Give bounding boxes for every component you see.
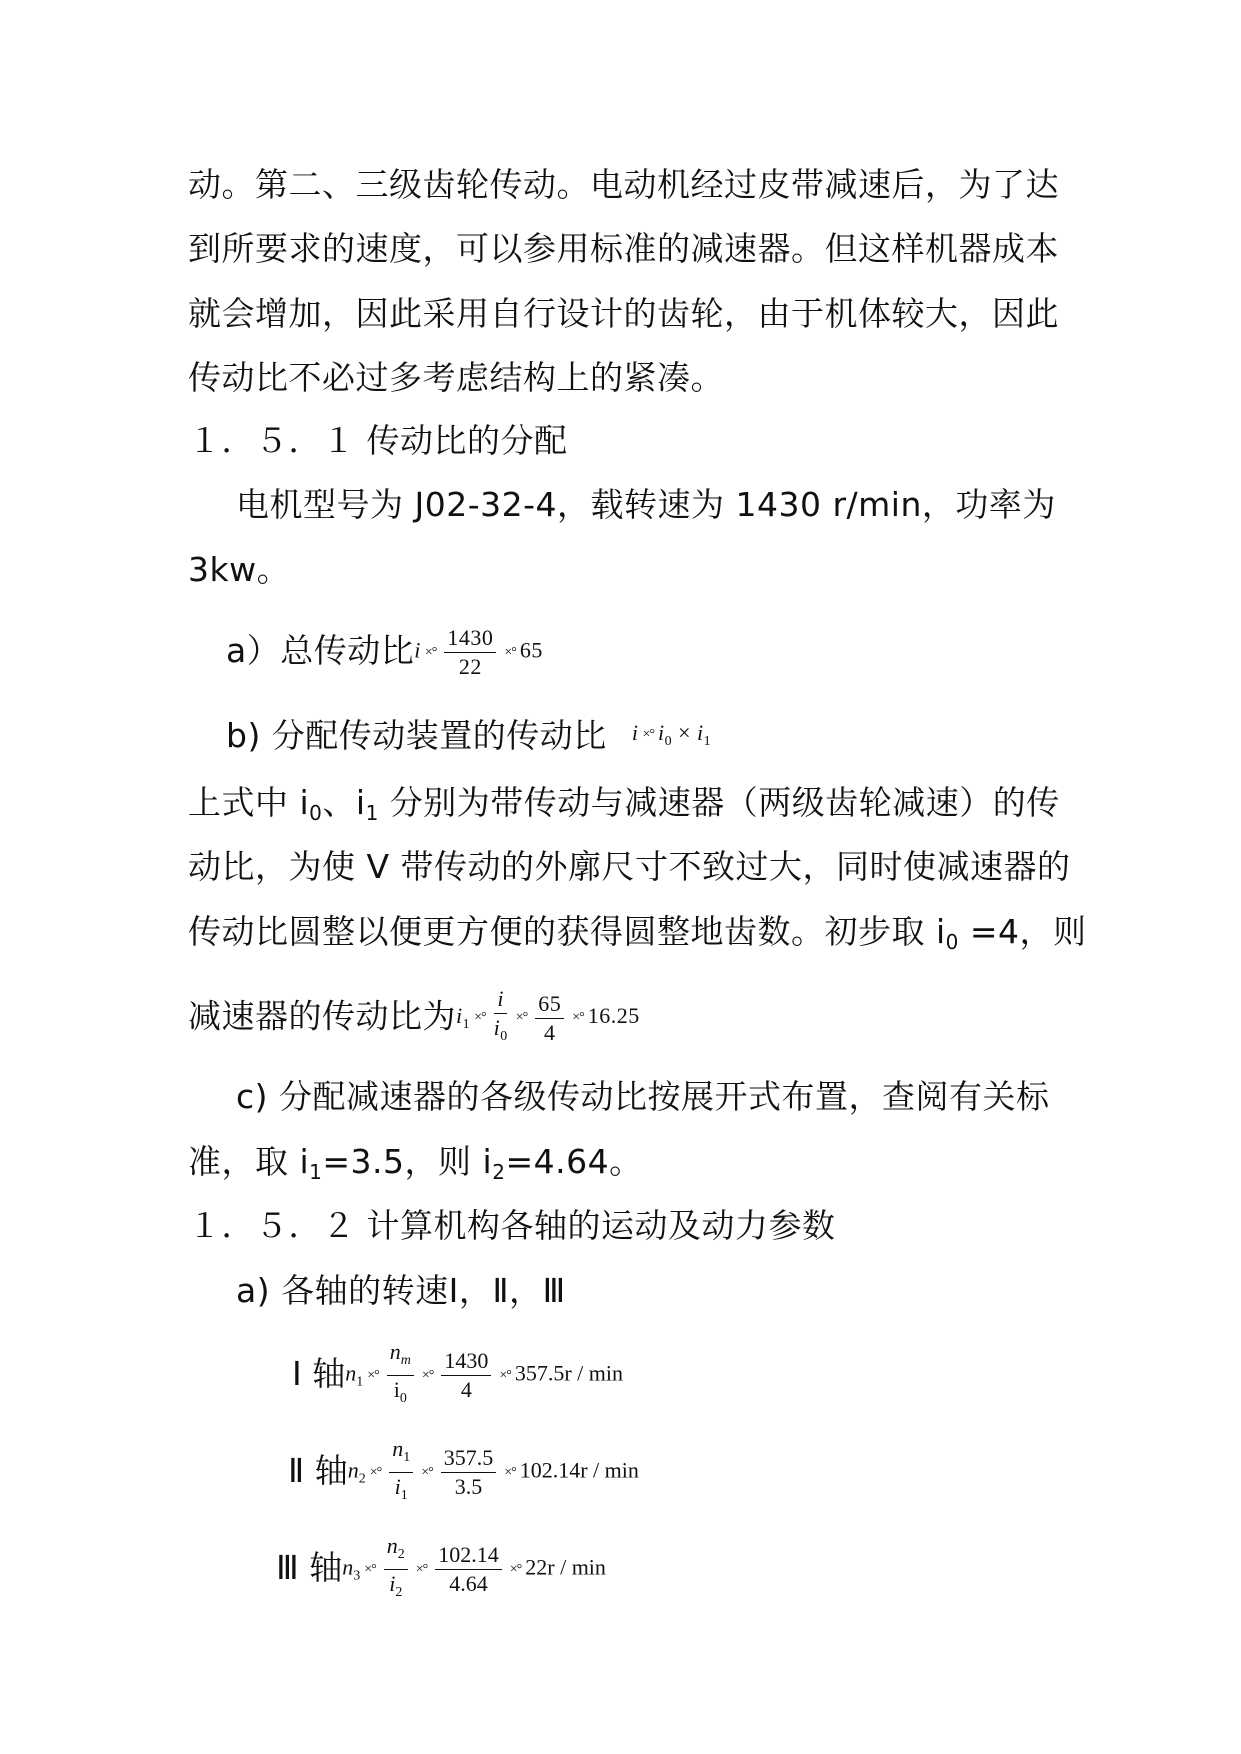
- fraction: $\frac{n_m}{i_0}$: [387, 1338, 414, 1413]
- shaft-2-row: Ⅱ 轴$n_2$ ×° $\frac{n_1}{i_1}$ ×° $\frac{357.5}{3.5}$ ×° 102.14r / min: [288, 1435, 639, 1510]
- motor-line-2: 3kw。: [188, 550, 291, 589]
- formula-reducer-ratio: $i_1$ ×° $\frac{i}{i_0}$ ×° $\frac{65}{4}$ ×° 16.25: [456, 985, 640, 1051]
- fraction: $\frac{357.5}{3.5}$: [441, 1444, 497, 1501]
- formula-ratio-product: i ×° $i_0 \times i_1$: [631, 720, 712, 749]
- paragraph-line: 就会增加，因此采用自行设计的齿轮，由于机体较大，因此: [188, 294, 1059, 333]
- formula-shaft-3-speed: $n_3$ ×° $\frac{n_2}{i_2}$ ×° $\frac{102.14}{4.64}$ ×° 22r / min: [342, 1532, 606, 1607]
- item-b-label: b) 分配传动装置的传动比: [226, 716, 607, 755]
- formula-total-ratio: i ×° $\frac{1430}{22}$ ×° 65: [414, 625, 543, 679]
- fraction: $\frac{i}{i_0}$: [493, 986, 508, 1044]
- formula-shaft-1-speed: $n_1$ ×° $\frac{n_m}{i_0}$ ×° $\frac{1430}{4}$ ×° 357.5r / min: [345, 1338, 623, 1413]
- shaft-3-row: Ⅲ 轴$n_3$ ×° $\frac{n_2}{i_2}$ ×° $\frac{102.14}{4.64}$ ×° 22r / min: [276, 1532, 606, 1607]
- item-speed-label: a) 各轴的转速Ⅰ，Ⅱ，Ⅲ: [236, 1271, 566, 1310]
- section-heading: １．５．２ 计算机构各轴的运动及动力参数: [188, 1206, 836, 1245]
- motor-line-1: 电机型号为 J02-32-4，载转速为 1430 r/min，功率为: [236, 485, 1056, 524]
- section-heading: １．５．１ 传动比的分配: [188, 421, 568, 460]
- paragraph-line: 传动比圆整以便更方便的获得圆整地齿数。初步取 $i_0 =4$，则: [188, 912, 1087, 954]
- paragraph-line: 到所要求的速度，可以参用标准的减速器。但这样机器成本: [188, 229, 1059, 268]
- item-a: [226, 624, 543, 681]
- item-a-label: a）总传动比: [226, 631, 415, 670]
- paragraph-line: 动。第二、三级齿轮传动。电动机经过皮带减速后，为了达: [188, 165, 1059, 204]
- paragraph-line: 减速器的传动比为$i_1$ ×° $\frac{i}{i_0}$ ×° $\frac{65}{4}$ ×° 16.25: [188, 985, 640, 1051]
- fraction: $\frac{1430}{22}$: [444, 624, 496, 681]
- paragraph-line: 动比，为使 V 带传动的外廓尺寸不致过大，同时使减速器的: [188, 847, 1071, 886]
- fraction: $\frac{n_2}{i_2}$: [384, 1532, 408, 1607]
- paragraph-line: 上式中 $i_0$、$i_1$ 分别为带传动与减速器（两级齿轮减速）的传: [188, 783, 1060, 825]
- formula-shaft-2-speed: $n_2$ ×° $\frac{n_1}{i_1}$ ×° $\frac{357.5}{3.5}$ ×° 102.14r / min: [348, 1435, 639, 1510]
- item-b: [226, 711, 711, 764]
- fraction: $\frac{65}{4}$: [535, 990, 564, 1047]
- fraction: $\frac{n_1}{i_1}$: [389, 1435, 413, 1510]
- paragraph-line: 传动比不必过多考虑结构上的紧凑。: [188, 358, 724, 397]
- shaft-1-row: Ⅰ 轴$n_1$ ×° $\frac{n_m}{i_0}$ ×° $\frac{1430}{4}$ ×° 357.5r / min: [292, 1338, 623, 1413]
- fraction: $\frac{1430}{4}$: [441, 1347, 491, 1404]
- fraction: $\frac{102.14}{4.64}$: [435, 1541, 502, 1598]
- item-c-line-2: 准，取 $i_1=3.5$，则 $i_2=4.64$。: [188, 1142, 643, 1184]
- item-c-line-1: c) 分配减速器的各级传动比按展开式布置，查阅有关标: [236, 1077, 1050, 1116]
